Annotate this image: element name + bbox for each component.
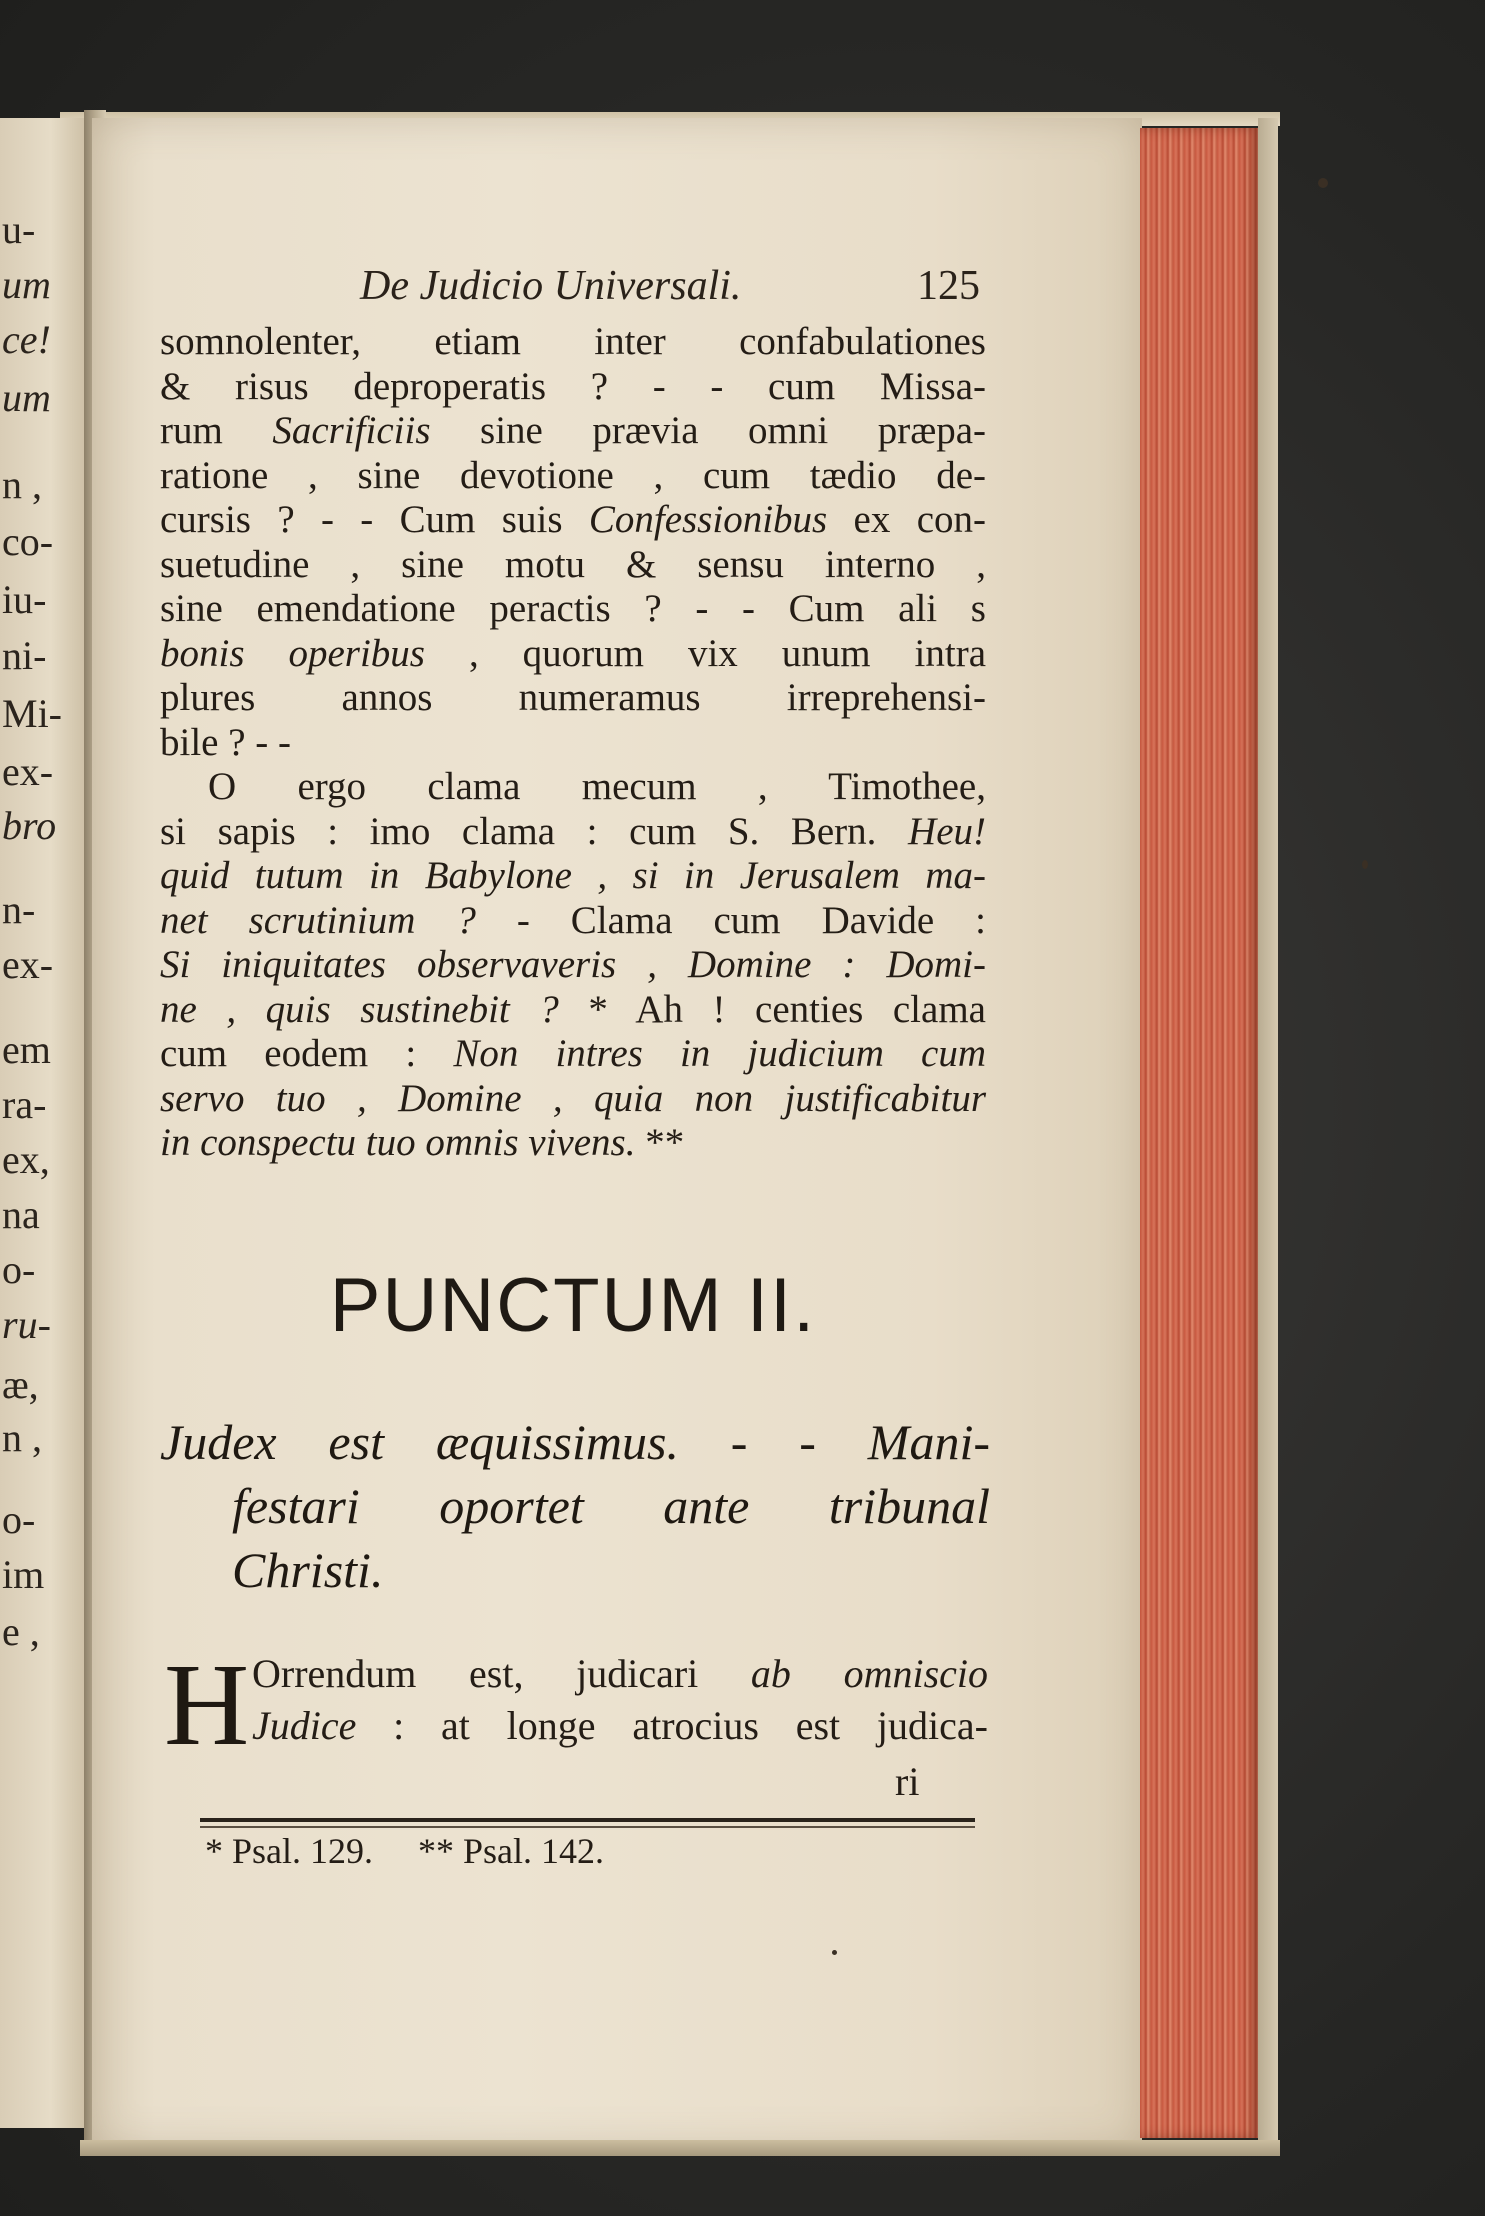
book-bottom-edge [80, 2140, 1280, 2156]
sub-heading-line: festari oportet ante tribunal [232, 1478, 990, 1534]
left-page-fragment: Mi- [2, 691, 62, 736]
text-segment: servo tuo , Domine , quia non justificabitur [160, 1076, 986, 1120]
text-line [160, 721, 986, 766]
left-page-fragment: im [2, 1552, 45, 1597]
text-segment: bonis operibus [160, 631, 425, 675]
paper-speck [1362, 860, 1368, 869]
text-segment: O ergo clama mecum , Timothee, [208, 765, 986, 808]
left-page-fragment: um [2, 375, 51, 420]
text-line [160, 765, 986, 810]
text-segment: sine prævia omni præpa- [430, 409, 986, 452]
running-title: De Judicio Universali. [360, 263, 742, 309]
page-number: 125 [917, 263, 980, 309]
text-line [160, 854, 986, 899]
text-segment: Sacrificiis [272, 409, 431, 452]
text-segment: : at longe atrocius est judica- [356, 1703, 988, 1748]
text-segment: Si iniquitates observaveris , Domine : Domi- [160, 943, 986, 986]
text-segment: * Ah ! centies clama [558, 987, 986, 1031]
text-segment: cursis ? - - Cum suis [160, 498, 589, 541]
text-segment: Heu! [908, 809, 986, 853]
footnote-rule [200, 1818, 975, 1822]
left-page-fragment: ex, [2, 1137, 50, 1182]
left-page-fragment: æ, [2, 1362, 39, 1407]
catchword: ri [895, 1759, 920, 1804]
left-page-fragment: iu- [2, 577, 47, 622]
left-page-fragment: u- [2, 207, 36, 252]
text-segment: Non intres in judicium cum [453, 1032, 986, 1075]
text-line [160, 320, 986, 365]
left-page-fragment: o- [2, 1497, 36, 1542]
text-segment: bile ? - - [160, 720, 292, 764]
footnote: * Psal. 129. [205, 1831, 374, 1871]
text-segment: & risus deproperatis ? - - cum Missa- [160, 364, 986, 408]
text-segment: ne , quis sustinebit ? [160, 987, 559, 1031]
text-line [160, 676, 986, 721]
drop-cap: H [164, 1639, 250, 1770]
sub-heading-line: Judex est æquissimus. - - Mani- [160, 1414, 990, 1470]
left-page-fragment: na [2, 1192, 40, 1237]
left-page-fragment: ni- [2, 633, 47, 678]
text-line [160, 899, 986, 944]
text-segment: somnolenter, etiam inter confabulationes [160, 320, 986, 363]
text-segment: Confessionibus [588, 498, 828, 541]
text-line [160, 632, 986, 677]
footnote: ** Psal. 142. [418, 1831, 605, 1871]
text-segment: sine emendatione peractis ? - - Cum ali s [160, 587, 986, 630]
left-page-fragment: ex- [2, 749, 54, 794]
text-line [160, 543, 986, 588]
text-line [160, 587, 986, 632]
left-page-fragment: em [2, 1027, 51, 1072]
left-page-fragment: ce! [2, 317, 51, 362]
text-line [160, 1032, 986, 1077]
sub-heading [160, 1410, 990, 1602]
text-segment: plures annos numeramus irreprehensi- [160, 676, 986, 719]
text-segment: Judice [252, 1703, 357, 1748]
left-page-fragment: o- [2, 1247, 36, 1292]
text-segment: net scrutinium ? [160, 898, 476, 942]
left-page-fragment: ra- [2, 1082, 47, 1127]
red-fore-edge [1140, 128, 1260, 2138]
running-header [360, 262, 980, 312]
text-line [252, 1648, 988, 1700]
text-segment: ratione , sine devotione , cum tædio de- [160, 453, 986, 497]
text-segment: Orrendum est, judicari [252, 1651, 751, 1696]
left-page-fragment: ru- [2, 1302, 51, 1347]
text-segment: rum [160, 409, 273, 452]
text-segment: in conspectu tuo omnis vivens. [160, 1121, 636, 1164]
left-page-fragment: n- [2, 887, 36, 932]
left-page-fragment: n , [2, 462, 42, 507]
sub-heading-line: Christi. [232, 1542, 384, 1598]
paper-speck [1318, 178, 1328, 188]
previous-page-fragment [0, 118, 92, 2128]
text-line [160, 1077, 986, 1122]
left-page-fragment: um [2, 262, 51, 307]
text-line [160, 365, 986, 410]
left-page-fragment: bro [2, 803, 57, 848]
left-page-fragment: co- [2, 519, 54, 564]
footnotes [205, 1830, 640, 1872]
text-segment: cum eodem : [160, 1032, 454, 1075]
text-line [160, 943, 986, 988]
left-page-fragment: n , [2, 1415, 42, 1460]
text-line [160, 409, 986, 454]
text-line [160, 498, 986, 543]
text-segment: , quorum vix unum intra [424, 631, 987, 675]
text-segment: si sapis : imo clama : cum S. Bern. [160, 809, 909, 853]
text-line [160, 454, 986, 499]
left-page-fragment: ex- [2, 942, 54, 987]
footnote-rule-thin [200, 1826, 975, 1828]
text-line [252, 1700, 988, 1752]
section-heading: PUNCTUM II. [329, 1263, 817, 1348]
text-line [160, 810, 986, 855]
text-line [160, 988, 986, 1033]
text-segment: suetudine , sine motu & sensu interno , [160, 542, 986, 586]
text-segment: ex con- [827, 498, 987, 541]
left-page-fragment: e , [2, 1609, 40, 1654]
paper-speck [832, 1950, 837, 1955]
text-segment: - Clama cum Davide : [475, 898, 986, 942]
text-segment: quid tutum in Babylone , si in Jerusalem ma- [160, 854, 986, 897]
text-segment: ab omniscio [750, 1651, 988, 1696]
text-line [160, 1121, 986, 1166]
main-paragraph [160, 320, 986, 1166]
text-segment: ** [635, 1121, 685, 1164]
second-paragraph [252, 1648, 988, 1752]
